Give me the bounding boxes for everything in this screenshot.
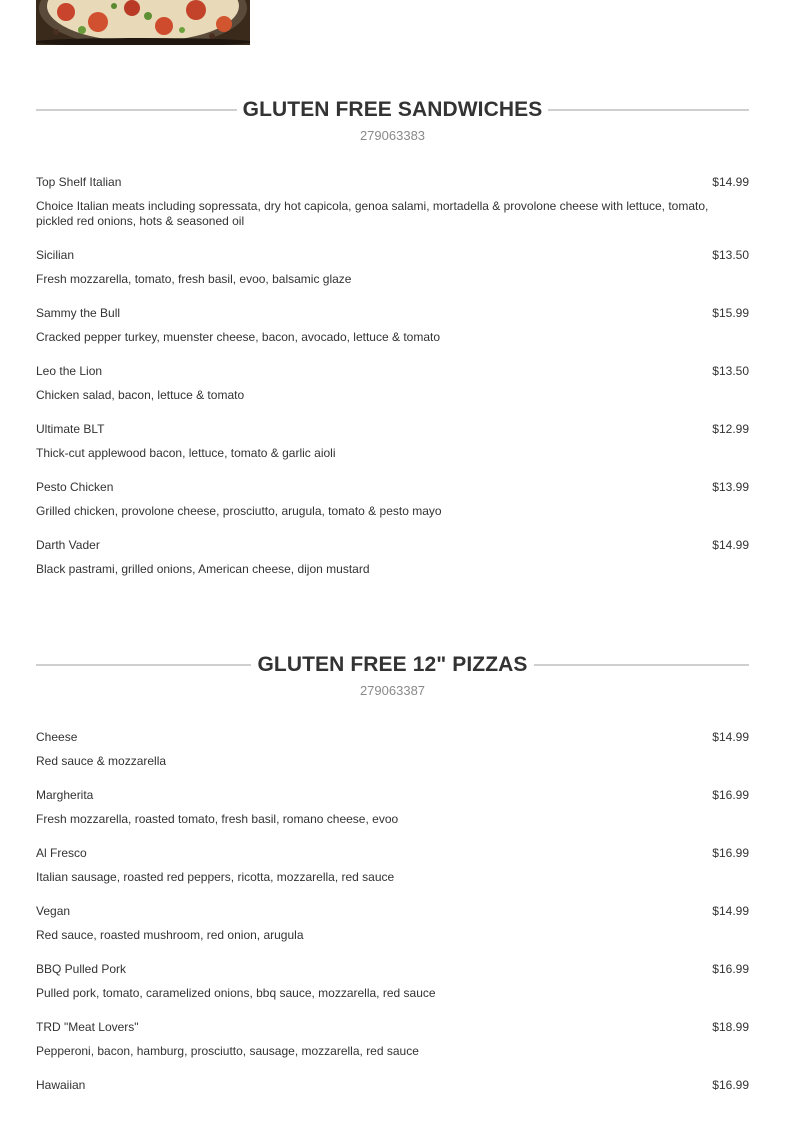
item-name: Top Shelf Italian	[36, 175, 122, 189]
item-price: $16.99	[712, 962, 749, 976]
menu-item[interactable]	[36, 480, 749, 519]
menu-item[interactable]	[36, 846, 749, 885]
item-description: Red sauce, roasted mushroom, red onion, arugula	[36, 928, 304, 942]
menu-items	[36, 730, 749, 1092]
item-description: Pulled pork, tomato, caramelized onions, bbq sauce, mozzarella, red sauce	[36, 986, 436, 1000]
item-price: $15.99	[712, 306, 749, 320]
item-price: $14.99	[712, 538, 749, 552]
item-price: $13.50	[712, 248, 749, 262]
divider-line	[36, 664, 251, 666]
menu-items	[36, 175, 749, 577]
item-price: $18.99	[712, 1020, 749, 1034]
section-id: 279063383	[359, 128, 426, 143]
divider-line	[548, 109, 749, 111]
item-description: Red sauce & mozzarella	[36, 754, 167, 768]
item-name: Pesto Chicken	[36, 480, 114, 494]
item-name: Al Fresco	[36, 846, 87, 860]
item-name: Ultimate BLT	[36, 422, 105, 436]
item-name: Vegan	[36, 904, 71, 918]
menu-item[interactable]	[36, 788, 749, 827]
item-description: Fresh mozzarella, roasted tomato, fresh basil, romano cheese, evoo	[36, 812, 399, 826]
menu-section-pizzas	[36, 652, 749, 1111]
item-price: $16.99	[712, 788, 749, 802]
item-price: $16.99	[712, 846, 749, 860]
menu-section-sandwiches	[36, 97, 749, 596]
item-description: Pepperoni, bacon, hamburg, prosciutto, sausage, mozzarella, red sauce	[36, 1044, 419, 1058]
item-name: Sicilian	[36, 248, 75, 262]
menu-item[interactable]	[36, 175, 749, 229]
item-name: Margherita	[36, 788, 94, 802]
item-description: Italian sausage, roasted red peppers, ricotta, mozzarella, red sauce	[36, 870, 395, 884]
item-name: Darth Vader	[36, 538, 100, 552]
section-header	[36, 652, 749, 678]
item-name: Hawaiian	[36, 1078, 86, 1092]
divider-line	[534, 664, 749, 666]
section-title: GLUTEN FREE 12" PIZZAS	[257, 653, 528, 676]
pizza-photo	[36, 0, 250, 45]
item-price: $13.99	[712, 480, 749, 494]
item-description: Fresh mozzarella, tomato, fresh basil, evoo, balsamic glaze	[36, 272, 352, 286]
item-price: $14.99	[712, 730, 749, 744]
menu-item[interactable]	[36, 904, 749, 943]
menu-item[interactable]	[36, 306, 749, 345]
item-price: $16.99	[712, 1078, 749, 1092]
item-description: Thick-cut applewood bacon, lettuce, tomato & garlic aioli	[36, 446, 336, 460]
item-price: $12.99	[712, 422, 749, 436]
item-name: Sammy the Bull	[36, 306, 121, 320]
item-description: Chicken salad, bacon, lettuce & tomato	[36, 388, 245, 402]
item-description: Grilled chicken, provolone cheese, prosciutto, arugula, tomato & pesto mayo	[36, 504, 442, 518]
item-price: $13.50	[712, 364, 749, 378]
menu-item[interactable]	[36, 422, 749, 461]
item-name: Leo the Lion	[36, 364, 103, 378]
item-description: Black pastrami, grilled onions, American cheese, dijon mustard	[36, 562, 370, 576]
menu-item[interactable]	[36, 1020, 749, 1059]
item-name: Cheese	[36, 730, 78, 744]
item-description: Choice Italian meats including sopressata, dry hot capicola, genoa salami, mortadella & provolone cheese with lettuce, tomato, pickled red onions, hots & seasoned oil	[36, 199, 709, 228]
menu-item[interactable]	[36, 364, 749, 403]
menu-item[interactable]	[36, 962, 749, 1001]
menu-item[interactable]	[36, 730, 749, 769]
menu-item[interactable]	[36, 248, 749, 287]
item-price: $14.99	[712, 175, 749, 189]
item-name: TRD "Meat Lovers"	[36, 1020, 139, 1034]
item-description: Cracked pepper turkey, muenster cheese, bacon, avocado, lettuce & tomato	[36, 330, 441, 344]
item-name: BBQ Pulled Pork	[36, 962, 127, 976]
section-title: GLUTEN FREE SANDWICHES	[242, 98, 543, 121]
item-price: $14.99	[712, 904, 749, 918]
section-header	[36, 97, 749, 123]
menu-item[interactable]	[36, 538, 749, 577]
menu-item[interactable]	[36, 1078, 749, 1092]
section-id: 279063387	[359, 683, 426, 698]
divider-line	[36, 109, 237, 111]
